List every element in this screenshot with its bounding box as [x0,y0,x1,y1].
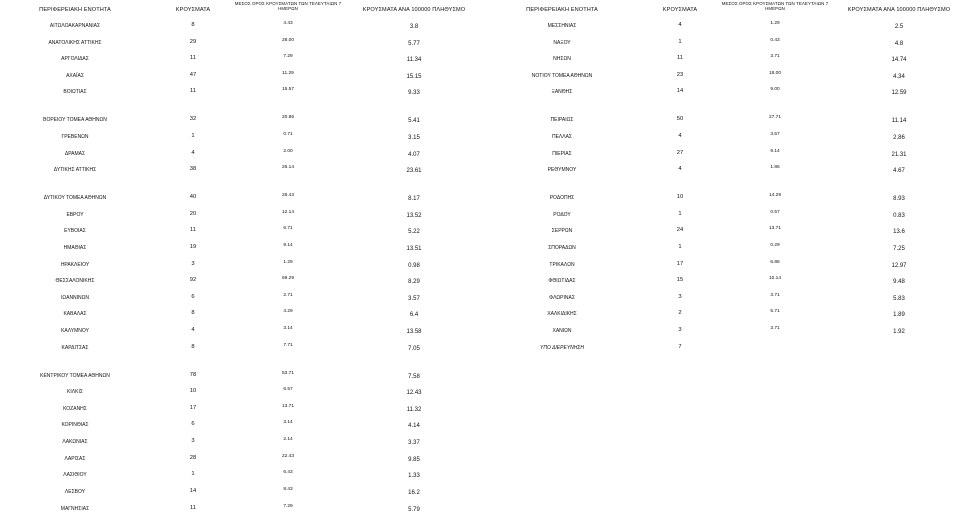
left-row-cases: 38 [189,166,197,172]
right-row-cases: 27 [676,150,684,156]
left-row-rate: 16.2 [408,490,420,496]
left-row-name: ΕΒΡΟΥ [66,212,84,218]
right-row-avg: 14.29 [768,193,782,198]
right-row-rate: 1.92 [893,329,905,335]
right-row-cases: 3 [678,327,682,333]
left-row-avg: 26.14 [281,165,295,170]
left-row-name: ΗΡΑΚΛΕΙΟΥ [60,262,90,268]
left-row-name: ΕΥΒΟΙΑΣ [64,228,86,234]
left-row-rate: 3.37 [408,440,420,446]
right-row-cases: 4 [678,166,682,172]
left-row-name: ΚΙΛΚΙΣ [67,389,83,395]
right-row-name: ΠΕΙΡΑΙΩΣ [550,117,574,123]
left-row-cases: 29 [189,39,197,45]
right-row-cases: 4 [678,133,682,139]
left-row-cases: 1 [191,133,195,139]
right-row-avg: 3.57 [770,132,780,137]
left-row-cases: 28 [189,455,197,461]
left-row-rate: 5.22 [408,229,420,235]
left-row-rate: 5.77 [408,41,420,47]
right-row-name: ΜΕΣΣΗΝΙΑΣ [547,23,577,29]
right-row-rate: 5.83 [893,296,905,302]
left-row-avg: 7.29 [283,504,293,509]
left-row-rate: 13.52 [406,213,422,219]
right-row-name: ΠΕΛΛΑΣ [551,134,573,140]
left-row-cases: 8 [191,22,195,28]
left-row-avg: 12.14 [281,210,295,215]
left-row-rate: 13.58 [406,329,422,335]
left-row-cases: 11 [189,505,197,511]
left-row-cases: 10 [189,388,197,394]
right-row-rate: 1.89 [893,312,905,318]
right-row-name: ΥΠΟ ΔΙΕΡΕΥΝΗΣΗ [540,345,584,351]
right-row-rate: 14.74 [891,57,907,63]
right-row-avg: 6.86 [770,260,780,265]
left-row-name: ΔΥΤΙΚΗΣ ΑΤΤΙΚΗΣ [53,167,97,173]
right-row-name: ΧΑΝΙΩΝ [552,328,572,334]
left-row-rate: 4.07 [408,152,420,158]
left-row-rate: 4.14 [408,423,420,429]
left-row-cases: 8 [191,344,195,350]
right-row-name: ΝΟΤΙΟΥ ΤΟΜΕΑ ΑΘΗΝΩΝ [531,73,593,79]
right-row-name: ΡΕΘΥΜΝΟΥ [547,167,577,173]
left-row-rate: 7.58 [408,374,420,380]
right-row-avg: 18.00 [768,71,782,76]
right-row-rate: 13.6 [893,229,905,235]
left-row-name: ΜΑΓΝΗΣΙΑΣ [60,506,90,512]
right-row-rate: 12.59 [891,90,907,96]
left-row-rate: 11.34 [406,57,422,63]
right-row-rate: 9.48 [893,279,905,285]
left-row-cases: 19 [189,244,197,250]
right-row-rate: 0.83 [893,213,905,219]
left-row-cases: 32 [189,116,197,122]
right-row-avg: 9.14 [770,149,780,154]
left-row-name: ΑΧΑΪΑΣ [66,73,84,79]
right-row-name: ΞΑΝΘΗΣ [551,89,573,95]
left-row-cases: 3 [191,261,195,267]
left-row-cases: 11 [189,227,197,233]
left-row-rate: 12.43 [406,390,422,396]
left-row-avg: 53.71 [281,371,295,376]
left-row-name: ΓΡΕΒΕΝΩΝ [61,134,89,140]
left-row-rate: 23.61 [406,168,422,174]
left-header-per100k: ΚΡΟΥΣΜΑΤΑ ΑΝΑ 100000 ΠΛΗΘΥΣΜΟ [362,7,466,13]
right-row-avg: 3.71 [770,293,780,298]
right-row-rate: 7.25 [893,246,905,252]
left-row-rate: 1.33 [408,473,420,479]
left-row-rate: 6.4 [409,312,419,318]
left-row-name: ΛΑΡΙΣΑΣ [64,456,86,462]
left-row-rate: 3.57 [408,296,420,302]
left-row-avg: 20.86 [281,115,295,120]
left-row-avg: 6.57 [283,387,293,392]
left-row-rate: 9.85 [408,457,420,463]
left-row-avg: 1.29 [283,260,293,265]
right-row-avg: 3.71 [770,54,780,59]
left-row-name: ΚΕΝΤΡΙΚΟΥ ΤΟΜΕΑ ΑΘΗΝΩΝ [40,373,110,379]
left-row-name: ΑΡΓΟΛΙΔΑΣ [61,56,89,62]
left-row-name: ΑΝΑΤΟΛΙΚΗΣ ΑΤΤΙΚΗΣ [48,40,102,46]
right-row-name: ΣΕΡΡΩΝ [551,228,573,234]
right-row-rate: 12.97 [891,263,907,269]
left-row-avg: 2.14 [283,437,293,442]
right-row-cases: 1 [678,39,682,45]
left-row-rate: 5.79 [408,507,420,513]
right-row-cases: 1 [678,244,682,250]
left-row-cases: 3 [191,438,195,444]
left-row-cases: 6 [191,294,195,300]
left-row-avg: 69.29 [281,276,295,281]
right-row-cases: 24 [676,227,684,233]
left-row-avg: 7.29 [283,54,293,59]
right-row-avg: 1.86 [770,165,780,170]
left-row-rate: 3.15 [408,135,420,141]
right-row-cases: 14 [676,88,684,94]
left-row-cases: 47 [189,72,197,78]
right-row-rate: 8.93 [893,196,905,202]
left-row-avg: 7.71 [283,343,293,348]
right-row-name: ΝΗΣΩΝ [553,56,571,62]
left-row-name: ΚΑΡΔΙΤΣΑΣ [61,345,89,351]
left-row-name: ΚΑΒΑΛΑΣ [63,311,87,317]
left-row-cases: 4 [191,150,195,156]
left-row-name: ΑΙΤΩΛΟΑΚΑΡΝΑΝΙΑΣ [49,23,101,29]
left-row-cases: 8 [191,310,195,316]
right-row-name: ΡΟΔΟΠΗΣ [549,195,575,201]
left-row-avg: 0.71 [283,132,293,137]
right-row-name: ΧΑΛΚΙΔΙΚΗΣ [547,311,577,317]
left-row-name: ΒΟΙΩΤΙΑΣ [63,89,87,95]
right-row-cases: 10 [676,194,684,200]
right-header-region: ΠΕΡΙΦΕΡΕΙΑΚΗ ΕΝΟΤΗΤΑ [526,7,598,13]
left-row-cases: 78 [189,372,197,378]
left-row-cases: 92 [189,277,197,283]
right-row-name: ΝΑΞΟΥ [553,40,571,46]
left-row-rate: 5.41 [408,118,420,124]
left-row-name: ΙΩΑΝΝΙΝΩΝ [60,295,90,301]
left-row-avg: 6.71 [283,226,293,231]
right-row-avg: 5.71 [770,309,780,314]
left-row-avg: 3.14 [283,326,293,331]
left-row-avg: 2.71 [283,293,293,298]
right-row-rate: 4.34 [893,74,905,80]
left-row-rate: 15.15 [406,74,422,80]
left-row-avg: 28.00 [281,38,295,43]
left-row-cases: 6 [191,421,195,427]
left-header-region: ΠΕΡΙΦΕΡΕΙΑΚΗ ΕΝΟΤΗΤΑ [39,7,111,13]
right-row-avg: 9.00 [770,87,780,92]
right-row-rate: 2.5 [894,24,904,30]
right-row-avg: 1.29 [770,21,780,26]
right-row-cases: 1 [678,211,682,217]
left-row-avg: 3.14 [283,420,293,425]
left-header-cases: ΚΡΟΥΣΜΑΤΑ [175,7,211,13]
right-row-avg: 0.43 [770,38,780,43]
right-row-cases: 2 [678,310,682,316]
left-row-name: ΛΕΣΒΟΥ [64,489,86,495]
left-row-cases: 17 [189,405,197,411]
left-row-avg: 4.29 [283,309,293,314]
right-header-cases: ΚΡΟΥΣΜΑΤΑ [662,7,698,13]
left-row-name: ΚΟΖΑΝΗΣ [63,406,87,412]
left-row-avg: 13.71 [281,404,295,409]
right-row-name: ΦΛΩΡΙΝΑΣ [549,295,575,301]
left-row-name: ΒΟΡΕΙΟΥ ΤΟΜΕΑ ΑΘΗΝΩΝ [43,117,107,123]
left-row-name: ΔΥΤΙΚΟΥ ΤΟΜΕΑ ΑΘΗΝΩΝ [43,195,107,201]
left-row-name: ΛΑΚΩΝΙΑΣ [62,439,88,445]
left-row-cases: 40 [189,194,197,200]
right-row-avg: 13.71 [768,226,782,231]
left-row-name: ΗΜΑΘΙΑΣ [63,245,87,251]
right-header-per100k: ΚΡΟΥΣΜΑΤΑ ΑΝΑ 100000 ΠΛΗΘΥΣΜΟ [847,7,951,13]
left-row-name: ΚΑΛΥΜΝΟΥ [61,328,89,334]
right-row-cases: 3 [678,294,682,300]
right-row-avg: 0.29 [770,243,780,248]
left-row-avg: 4.43 [283,21,293,26]
left-row-cases: 14 [189,488,197,494]
right-row-rate: 2.86 [893,135,905,141]
right-row-avg: 0.57 [770,210,780,215]
right-row-name: ΤΡΙΚΑΛΩΝ [549,262,575,268]
left-row-avg: 9.14 [283,243,293,248]
right-row-cases: 50 [676,116,684,122]
left-row-avg: 2.00 [283,149,293,154]
left-header-avg7: ΜΕΣΟΣ ΟΡΟΣ ΚΡΟΥΣΜΑΤΩΝ ΤΩΝ ΤΕΛΕΥΤΑΙΩΝ 7 ΗΜΕΡΩΝ [234,1,342,12]
left-row-cases: 1 [191,471,195,477]
left-row-avg: 6.43 [283,470,293,475]
left-row-name: ΚΟΡΙΝΘΙΑΣ [61,422,89,428]
right-row-name: ΠΙΕΡΙΑΣ [552,151,572,157]
right-row-rate: 4.67 [893,168,905,174]
left-row-cases: 11 [189,88,197,94]
right-row-cases: 7 [678,344,682,350]
left-row-avg: 22.43 [281,454,295,459]
left-row-cases: 11 [189,55,197,61]
right-row-avg: 27.71 [768,115,782,120]
right-row-rate: 4.8 [894,41,904,47]
left-row-rate: 11.32 [406,407,422,413]
left-row-rate: 8.17 [408,196,420,202]
right-row-cases: 15 [676,277,684,283]
left-row-rate: 7.05 [408,346,420,352]
left-row-avg: 8.43 [283,487,293,492]
left-row-avg: 15.57 [281,87,295,92]
left-row-avg: 11.29 [282,71,294,76]
left-row-rate: 9.33 [408,90,420,96]
right-row-cases: 11 [676,55,684,61]
left-row-cases: 20 [189,211,197,217]
left-row-name: ΘΕΣΣΑΛΟΝΙΚΗΣ [55,278,95,284]
left-row-name: ΔΡΑΜΑΣ [64,151,86,157]
right-row-avg: 3.71 [770,326,780,331]
right-row-name: ΣΠΟΡΑΔΩΝ [548,245,576,251]
left-row-rate: 0.98 [408,263,420,269]
right-row-cases: 23 [676,72,684,78]
right-row-avg: 10.14 [768,276,782,281]
left-row-name: ΛΑΣΙΘΙΟΥ [63,472,87,478]
right-row-cases: 17 [676,261,684,267]
left-row-rate: 3.8 [409,24,419,30]
left-row-rate: 8.29 [408,279,420,285]
right-row-name: ΡΟΔΟΥ [553,212,571,218]
right-row-rate: 11.14 [891,118,907,124]
left-row-cases: 4 [191,327,195,333]
right-row-name: ΦΘΙΩΤΙΔΑΣ [548,278,576,284]
right-row-rate: 21.31 [891,152,907,158]
right-header-avg7: ΜΕΣΟΣ ΟΡΟΣ ΚΡΟΥΣΜΑΤΩΝ ΤΩΝ ΤΕΛΕΥΤΑΙΩΝ 7 ΗΜΕΡΩΝ [721,1,829,12]
right-row-cases: 4 [678,22,682,28]
left-row-rate: 13.51 [406,246,422,252]
left-row-avg: 26.43 [281,193,295,198]
